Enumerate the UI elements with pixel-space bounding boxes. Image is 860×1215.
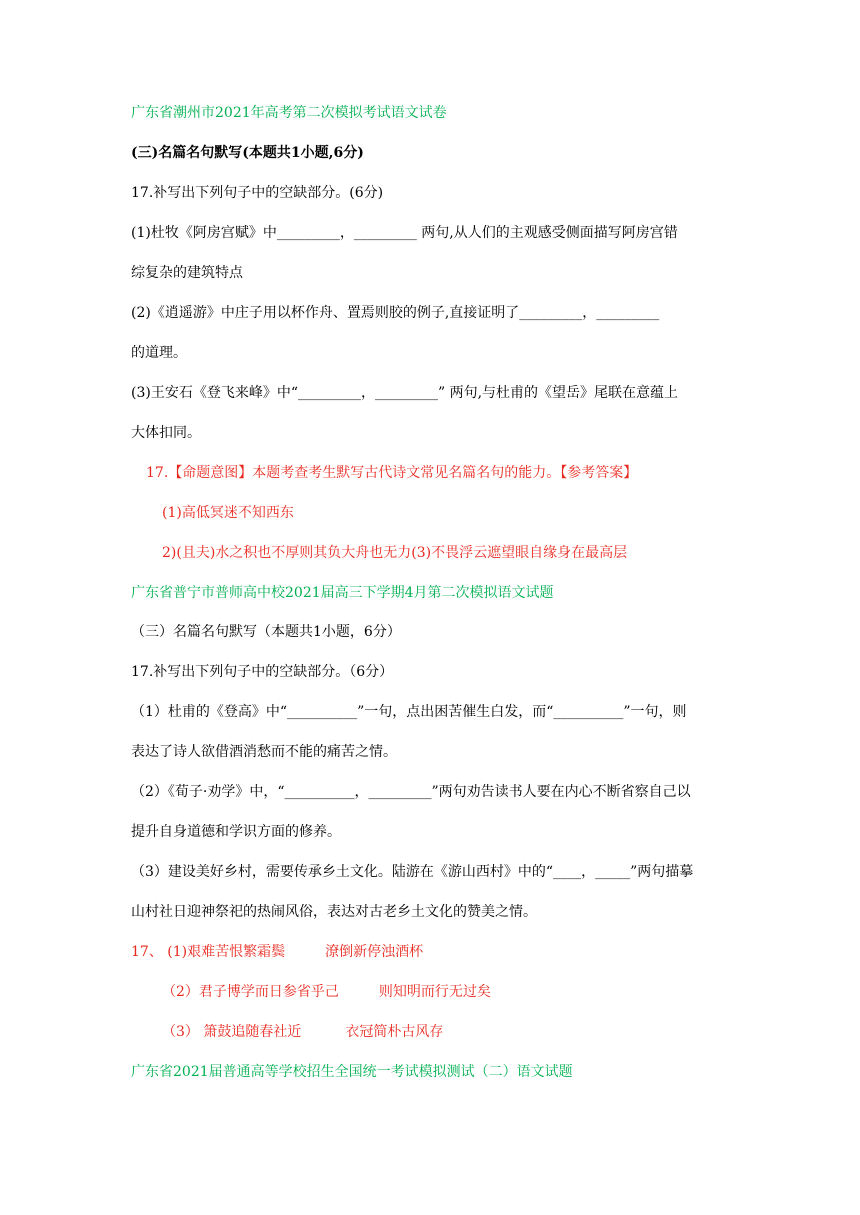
answer-line	[162, 982, 491, 1002]
question-item-line: 综复杂的建筑特点	[131, 265, 243, 281]
answer-part: 则知明而行无过矣	[378, 984, 491, 1000]
source-heading: 广东省2021届普通高等学校招生全国统一考试模拟测试（二）语文试题	[131, 1064, 573, 1080]
source-heading: 广东省普宁市普师高中校2021届高三下学期4月第二次模拟语文试题	[131, 585, 554, 601]
answer-heading: 17.【命题意图】本题考查考生默写古代诗文常见名篇名句的能力。【参考答案】	[146, 465, 638, 481]
question-item-line: （1）杜甫的《登高》中“__________”一句，点出困苦催生白发，而“__________”一句，则	[131, 704, 687, 720]
part-title: （三）名篇名句默写（本题共1小题，6分）	[131, 624, 401, 640]
question-item-line: (3)王安石《登飞来峰》中“_________，_________” 两句,与杜甫的《望岳》尾联在意蕴上	[131, 385, 679, 401]
source-heading: 广东省潮州市2021年高考第二次模拟考试语文试卷	[131, 105, 447, 121]
question-stem: 17.补写出下列句子中的空缺部分。(6分)	[131, 185, 384, 201]
answer-part: （2）君子博学而日参省乎己	[162, 984, 339, 1000]
answer-part: 衣冠简朴古风存	[345, 1024, 444, 1040]
question-stem: 17.补写出下列句子中的空缺部分。（6分）	[131, 664, 394, 680]
question-item-line: 山村社日迎神祭祀的热闹风俗，表达对古老乡土文化的赞美之情。	[131, 904, 537, 920]
part-title: (三)名篇名句默写(本题共1小题,6分)	[131, 145, 364, 161]
question-item-line: 表达了诗人欲借酒消愁而不能的痛苦之情。	[131, 744, 397, 760]
question-item-line: (1)杜牧《阿房宫赋》中_________，_________ 两句,从人们的主观感受侧面描写阿房宫错	[131, 225, 678, 241]
answer-part: 潦倒新停浊酒杯	[325, 944, 424, 960]
answer-part: 17、 (1)艰难苦恨繁霜鬓	[131, 944, 286, 960]
question-item-line: （3）建设美好乡村，需要传承乡土文化。陆游在《游山西村》中的“____，_____”两句描摹	[131, 864, 694, 880]
answer-line: (1)高低冥迷不知西东	[162, 505, 294, 521]
answer-line: 2)(且夫)水之积也不厚则其负大舟也无力(3)不畏浮云遮望眼自缘身在最高层	[162, 545, 628, 561]
question-item-line: 提升自身道德和学识方面的修养。	[131, 824, 341, 840]
answer-part: （3） 箫鼓追随春社近	[162, 1024, 302, 1040]
question-item-line: 的道理。	[131, 345, 187, 361]
question-item-line: (2)《逍遥游》中庄子用以杯作舟、置焉则胶的例子,直接证明了_________，_________	[131, 305, 660, 321]
answer-line	[131, 942, 423, 962]
question-item-line: （2）《荀子·劝学》中，“__________，_________”两句劝告读书人要在内心不断省察自己以	[131, 784, 691, 800]
question-item-line: 大体扣同。	[131, 425, 201, 441]
answer-line	[162, 1022, 443, 1042]
